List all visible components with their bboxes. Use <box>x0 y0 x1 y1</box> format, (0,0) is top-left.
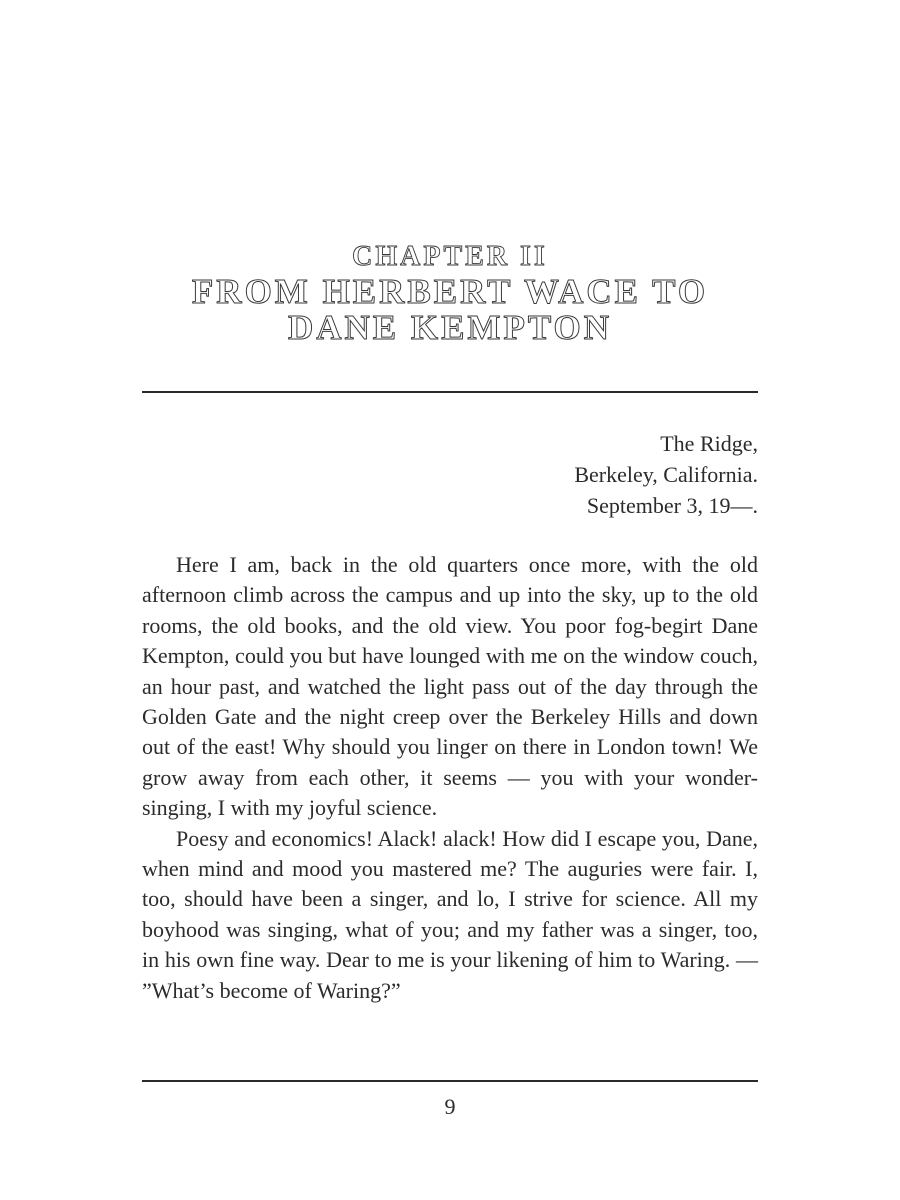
address-line-2: Berkeley, California. <box>574 462 758 487</box>
top-divider <box>142 391 758 393</box>
paragraph-2: Poesy and economics! Alack! alack! How did I escape you, Dane, when mind and mood you mastered me? The auguries were fair. I, too, should have been a singer, and lo, I strive for science. All my boyhood was singing, what of you; and my father was a singer, too, in his own fine way. Dear to me is your likening of him to Waring. — ”What’s become of Waring?” <box>142 825 758 1003</box>
chapter-title <box>0 274 900 346</box>
chapter-title-line-1: FROM HERBERT WACE TO <box>191 272 709 311</box>
bottom-divider <box>142 1080 758 1082</box>
address-line-3: September 3, 19—. <box>586 493 758 518</box>
letter-address <box>574 428 758 521</box>
address-line-1: The Ridge, <box>660 431 758 456</box>
paragraph-1: Here I am, back in the old quarters once more, with the old afternoon climb across the campus and up into the sky, up to the old rooms, the old books, and the old view. You poor fog-begirt Dane Kempton, could you but have lounged with me on the window couch, an hour past, and watched the light pass out of the day through the Golden Gate and the night creep over the Berkeley Hills and down out of the east! Why should you linger on there in London town! We grow away from each other, it seems — you with your wonder-singing, I with my joyful science. <box>142 552 758 821</box>
chapter-title-line-2: DANE KEMPTON <box>287 308 613 347</box>
chapter-label: CHAPTER II <box>352 241 548 272</box>
page-number: 9 <box>444 1094 456 1119</box>
letter-body <box>142 550 758 1006</box>
